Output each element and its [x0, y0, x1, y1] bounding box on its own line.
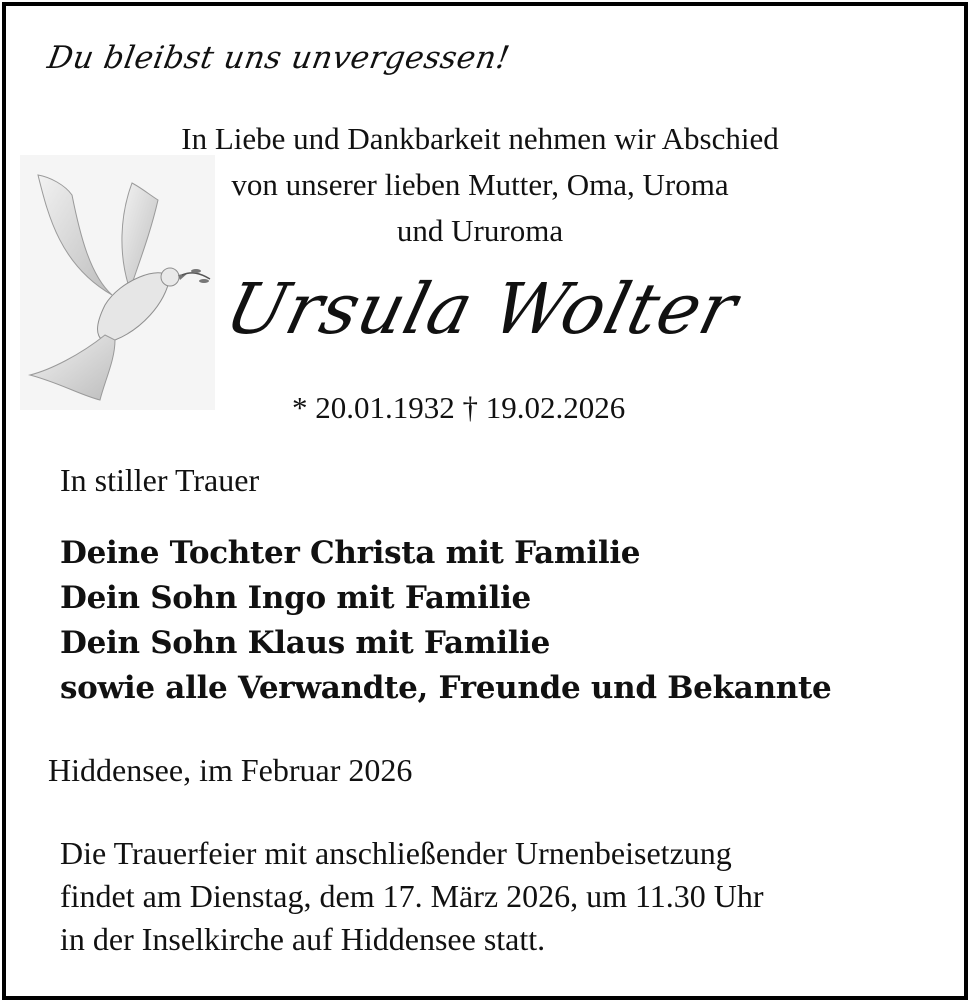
mourning-heading: In stiller Trauer	[60, 462, 260, 498]
intro-line-1: In Liebe und Dankbarkeit nehmen wir Abschied	[181, 121, 779, 156]
mourner-line-1: Deine Tochter Christa mit Familie	[60, 535, 641, 571]
life-dates: * 20.01.1932 † 19.02.2026	[292, 390, 626, 425]
funeral-line-1: Die Trauerfeier mit anschließender Urnenbeisetzung	[60, 835, 732, 871]
intro-line-3: und Ururoma	[396, 213, 564, 248]
place-date: Hiddensee, im Februar 2026	[48, 752, 413, 788]
mourner-line-2: Dein Sohn Ingo mit Familie	[60, 580, 531, 616]
mourner-line-4: sowie alle Verwandte, Freunde und Bekannte	[60, 670, 832, 706]
mourner-line-3: Dein Sohn Klaus mit Familie	[60, 625, 551, 661]
funeral-line-2: findet am Dienstag, dem 17. März 2026, um 11.30 Uhr	[60, 878, 764, 914]
deceased-name: Ursula Wolter	[217, 268, 746, 350]
intro-line-2: von unserer lieben Mutter, Oma, Uroma	[231, 167, 729, 202]
funeral-line-3: in der Inselkirche auf Hiddensee statt.	[60, 921, 546, 957]
motto: Du bleibst uns unvergessen!	[44, 40, 513, 76]
